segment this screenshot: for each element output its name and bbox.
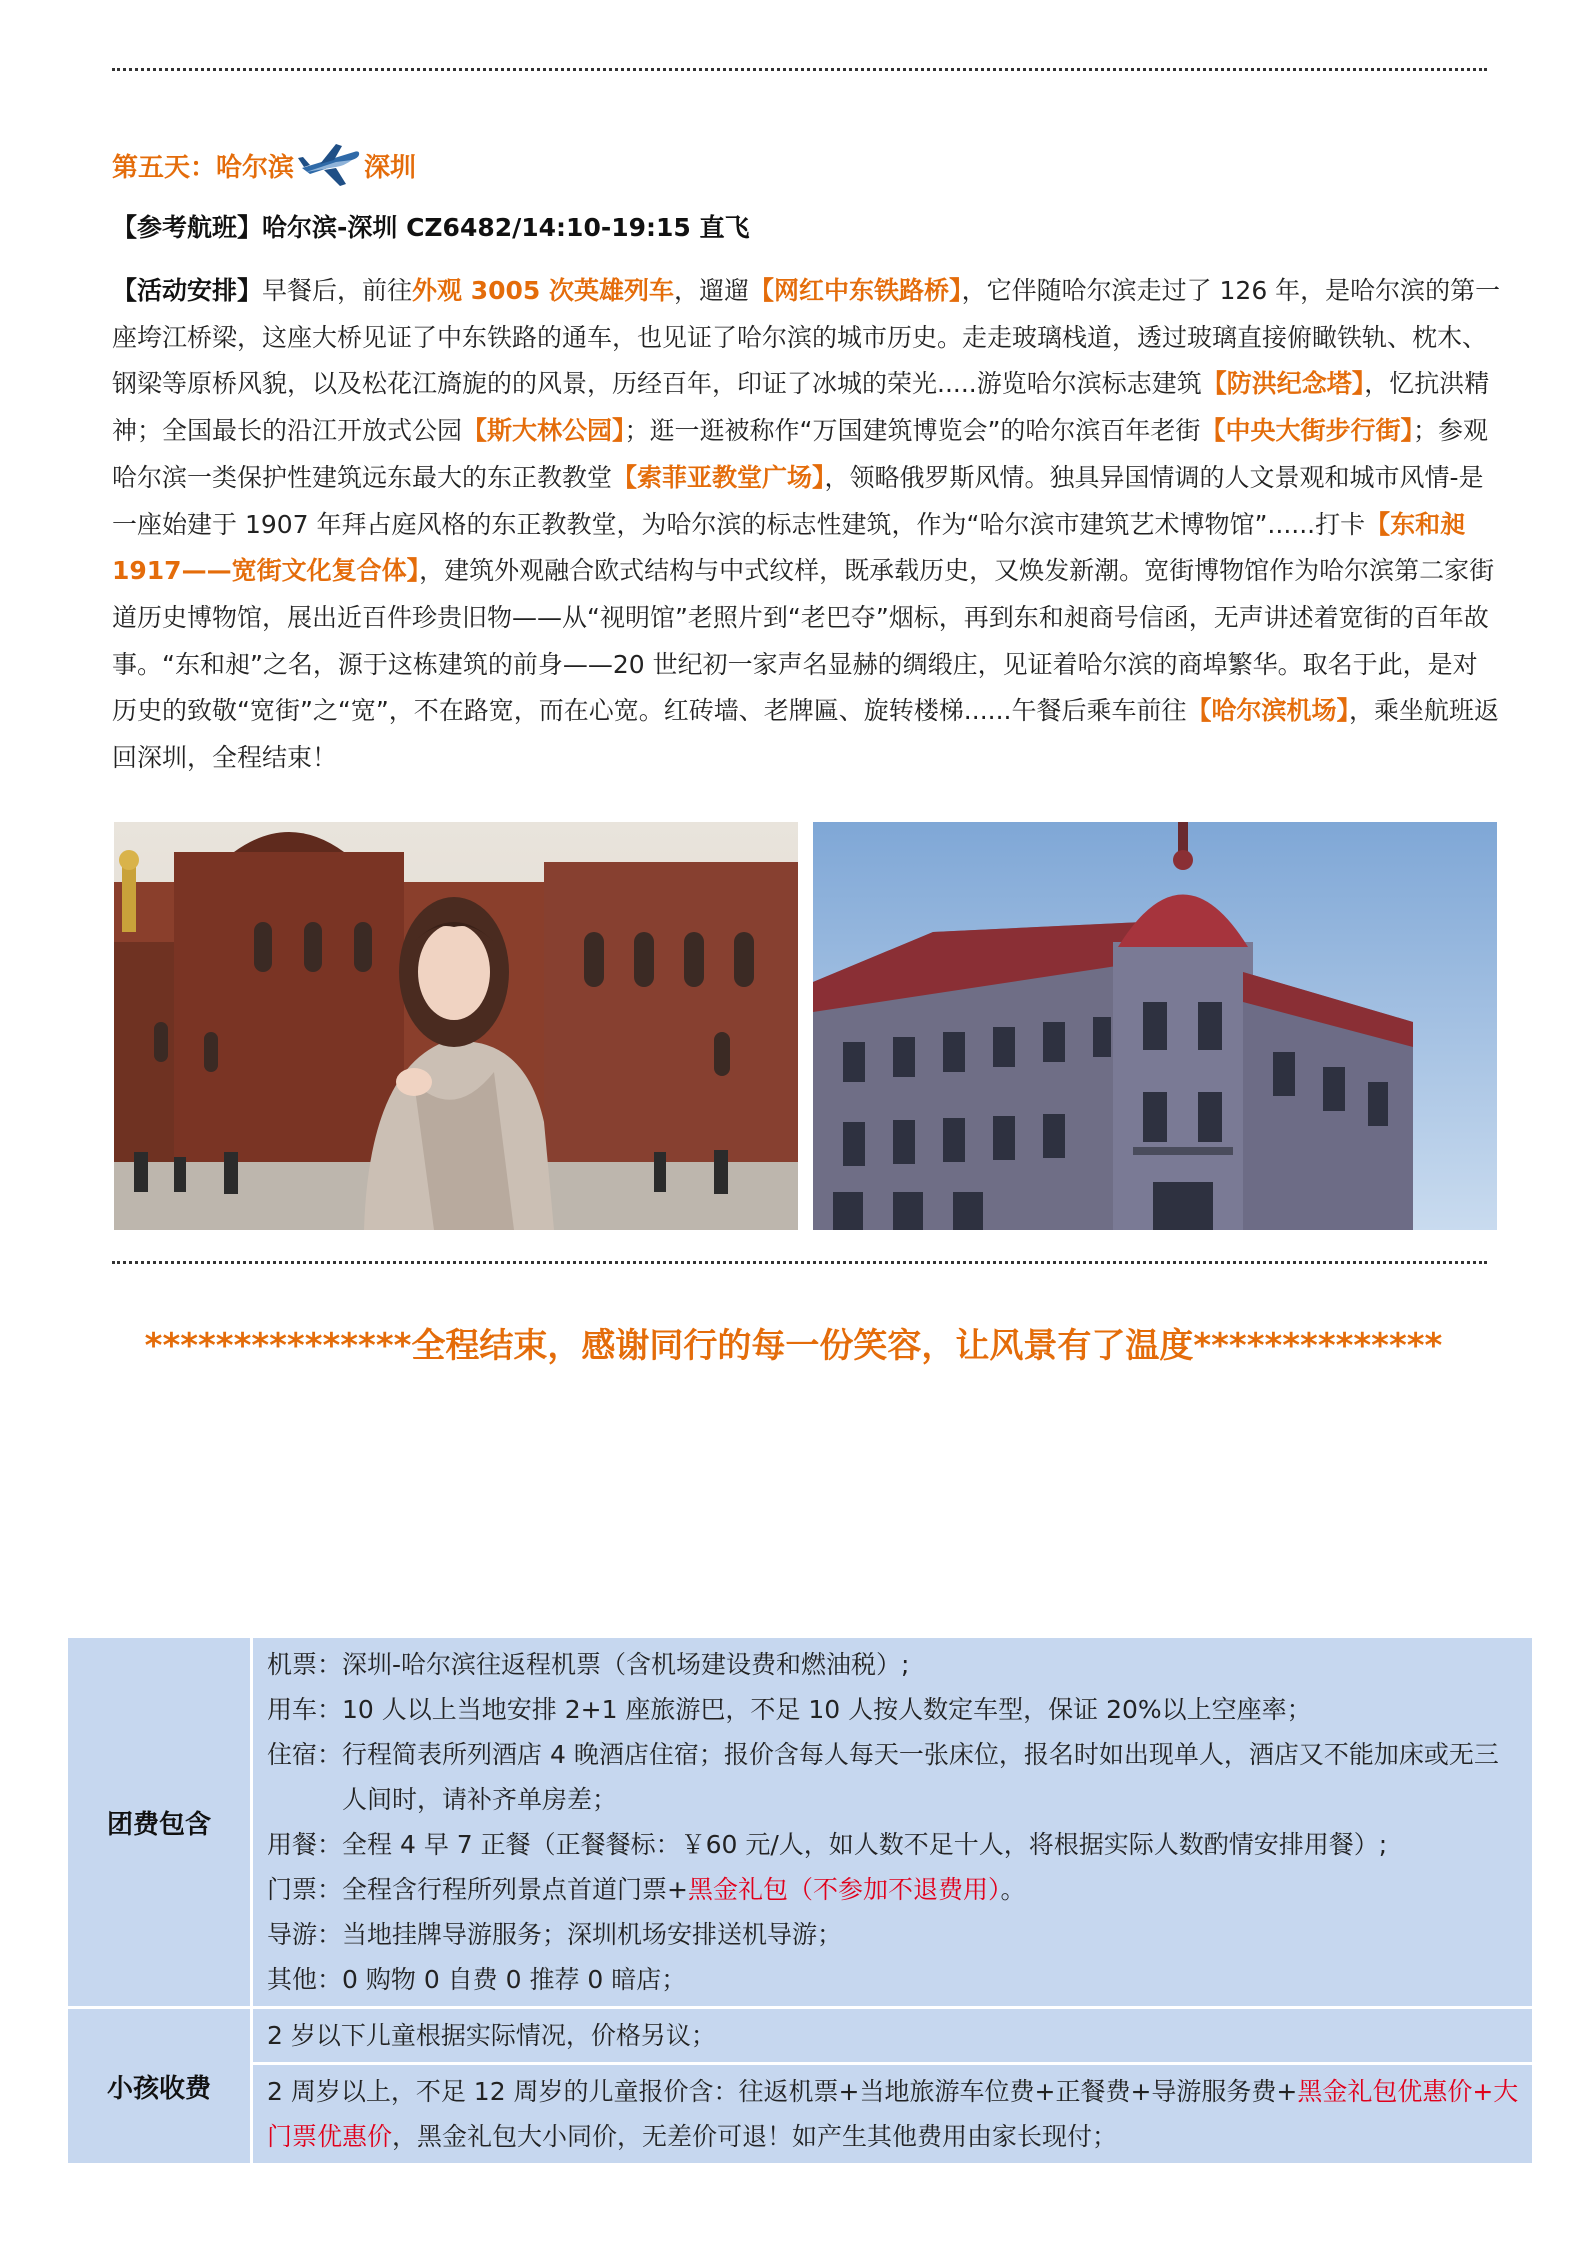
reference-flight: 【参考航班】哈尔滨-深圳 CZ6482/14:10-19:15 直飞 (112, 213, 750, 242)
highlight-railway-bridge: 【网红中东铁路桥】 (749, 276, 962, 305)
list-item: 其他： 0 购物 0 自费 0 推荐 0 暗店； (267, 1965, 687, 1994)
list-item: 住宿： 行程简表所列酒店 4 晚酒店住宿；报价含每人每天一张床位，报名时如出现单人，酒店又不能加床或无三人间时，请补齐单房差； (267, 1740, 1499, 1814)
highlight-donghechang: 【东和昶 1917——宽街文化复合体】 (112, 509, 1466, 586)
day-title-prefix: 第五天：哈尔滨 (112, 152, 295, 183)
list-item: 用餐： 全程 4 早 7 正餐（正餐餐标：￥60 元/人，如人数不足十人，将根据实际人数酌情安排用餐）; (267, 1830, 1388, 1859)
activity-text: ，建筑外观融合欧式结构与中式纹样，既承载历史，又焕发新潮。宽街博物馆作为哈尔滨第二家街道历史博物馆，展出近百件珍贵旧物——从“视明馆”老照片到“老巴夺”烟标，再到东和昶商号信函，无声讲述着宽街的百年故事。“东和昶”之名，源于这栋建筑的前身——20 世纪初一家声名显赫的绸缎庄，见证着哈尔滨的商埠繁华。取名于此，是对历史的致敬“宽街”之“宽”，不在路宽，而在心宽。红砖墙、老牌匾、旋转楼梯......午餐后乘车前往 (112, 556, 1495, 726)
highlight-stalin-park: 【斯大林公园】 (462, 416, 625, 446)
bottom-divider (112, 1261, 1487, 1264)
child-fee-row-2: 2 周岁以上，不足 12 周岁的儿童报价含：往返机票+当地旅游车位费+正餐费+导游服务费+黑金礼包优惠价+大门票优惠价，黑金礼包大小同价，无差价可退！如产生其他费用由家长现付； (252, 2064, 1534, 2165)
day-five-title (112, 140, 416, 190)
activity-text: ，乘坐航班返回深圳，全程结束！ (112, 696, 1500, 773)
highlight-airport: 【哈尔滨机场】 (1186, 696, 1350, 726)
child-fee-label: 小孩收费 (67, 2008, 252, 2165)
fee-table (65, 1635, 1535, 2166)
activity-text: ，领略俄罗斯风情。独具异国情调的人文景观和城市风情-是一座始建于 1907 年拜占庭风格的东正教教堂，为哈尔滨的标志性建筑，作为“哈尔滨市建筑艺术博物馆”......打卡 (112, 462, 1484, 539)
activity-text: 早餐后，前往 (262, 276, 413, 305)
child-discount-text: 黑金礼包优惠价+大门票优惠价 (267, 2077, 1519, 2151)
activity-text: ，它伴随哈尔滨走过了 126 年，是哈尔滨的第一座垮江桥梁，这座大桥见证了中东铁路的通车，也见证了哈尔滨的城市历史。走走玻璃栈道，透过玻璃直接俯瞰铁轨、枕木、钢梁等原桥风貌，以及松花江旖旎的的风景，历经百年，印证了冰城的荣光.....游览哈尔滨标志建筑 (112, 276, 1501, 399)
list-item: 机票： 深圳-哈尔滨往返程机票（含机场建设费和燃油税）; (267, 1650, 910, 1679)
activity-text: ，忆抗洪精神；全国最长的沿江开放式公园 (112, 369, 1490, 446)
table-row (67, 2008, 1534, 2064)
included-content (252, 1637, 1534, 2008)
highlight-sophia-church: 【索菲亚教堂广场】 (612, 462, 825, 492)
highlight-flood-tower: 【防洪纪念塔】 (1201, 369, 1365, 399)
closing-message: ***************全程结束，感谢同行的每一份笑容，让风景有了温度************** (144, 1326, 1443, 1366)
highlight-central-street: 【中央大街步行街】 (1200, 416, 1413, 446)
list-item: 用车： 10 人以上当地安排 2+1 座旅游巴，不足 10 人按人数定车型，保证 20%以上空座率； (267, 1695, 1312, 1724)
airplane-icon (296, 140, 362, 190)
activity-lead: 【活动安排】 (112, 276, 263, 305)
table-row (67, 2064, 1534, 2165)
activity-text: ；逛一逛被称作“万国建筑博览会”的哈尔滨百年老街 (624, 416, 1201, 446)
child-fee-row-1: 2 岁以下儿童根据实际情况，价格另议； (252, 2008, 1534, 2064)
day-title-suffix: 深圳 (364, 152, 417, 183)
list-item: 门票： 全程含行程所列景点首道门票+黑金礼包（不参加不退费用）。 (267, 1875, 1026, 1904)
activity-text: ；参观哈尔滨一类保护性建筑远东最大的东正教教堂 (112, 416, 1488, 492)
highlight-hero-train: 外观 3005 次英雄列车 (412, 276, 675, 305)
dome-building-photo (813, 822, 1497, 1230)
cathedral-girl-photo (114, 822, 798, 1230)
activity-text: ，遛遛 (674, 276, 750, 305)
table-row (67, 1637, 1534, 2008)
activity-paragraph (112, 268, 1502, 782)
top-divider (112, 68, 1487, 71)
black-gold-package: 黑金礼包（不参加不退费用） (687, 1875, 1001, 1904)
list-item: 导游： 当地挂牌导游服务；深圳机场安排送机导游； (267, 1920, 843, 1949)
included-label: 团费包含 (67, 1637, 252, 2008)
